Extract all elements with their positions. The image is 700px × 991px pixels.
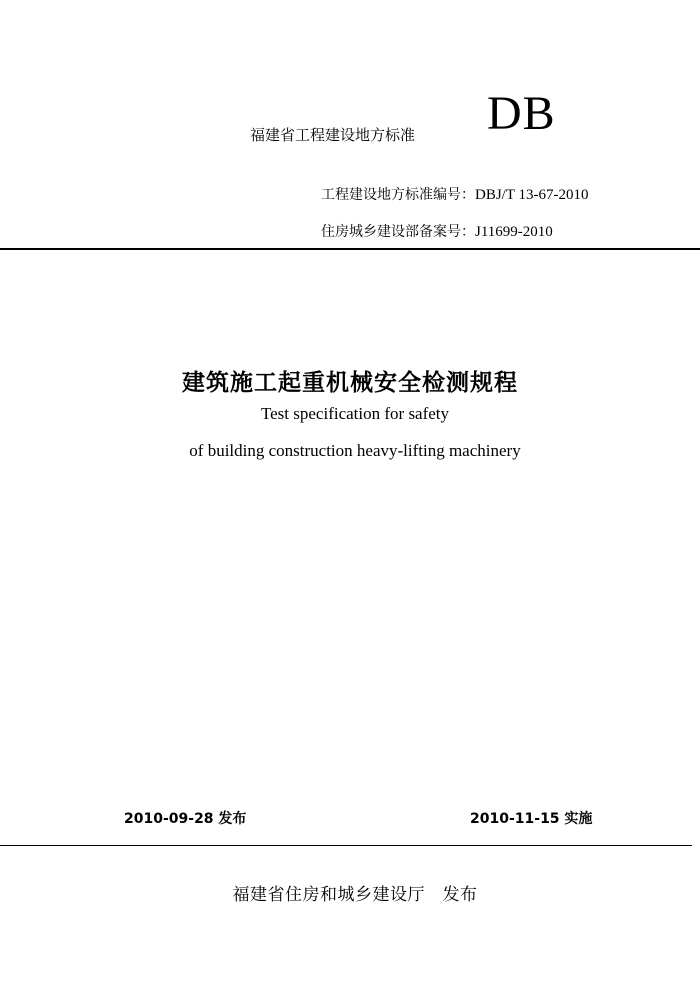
db-standard-mark: DB [487, 87, 556, 140]
local-standard-number-value: DBJ/T 13-67-2010 [475, 187, 589, 203]
publisher: 福建省住房和城乡建设厅 发布 [232, 885, 478, 905]
local-standard-number [321, 184, 588, 204]
top-divider [0, 248, 700, 250]
record-number-label: 住房城乡建设部备案号： [321, 224, 475, 240]
local-standard-number-label: 工程建设地方标准编号： [321, 187, 475, 203]
document-title-chinese: 建筑施工起重机械安全检测规程 [182, 370, 518, 396]
standard-category-label: 福建省工程建设地方标准 [250, 126, 416, 144]
document-title-english-line-1: Test specification for safety [260, 404, 450, 423]
record-number [321, 221, 553, 241]
issue-date: 2010-09-28 发布 [124, 811, 247, 827]
record-number-value: J11699-2010 [475, 224, 553, 240]
document-title-english-line-2: of building construction heavy-lifting machinery [189, 441, 521, 460]
implementation-date: 2010-11-15 实施 [470, 811, 593, 827]
bottom-divider [0, 845, 692, 846]
